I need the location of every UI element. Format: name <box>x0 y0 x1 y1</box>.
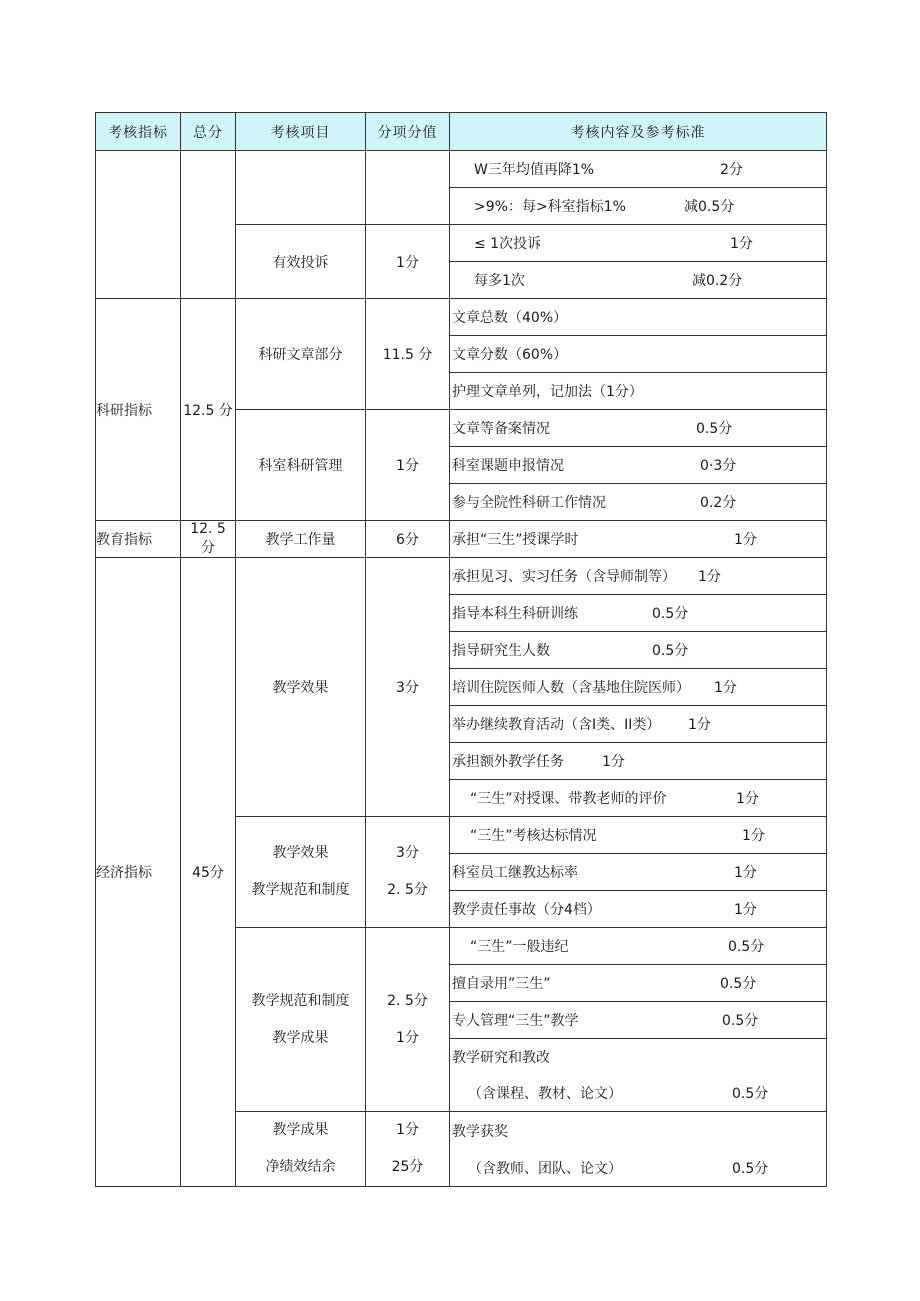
item-cell <box>236 817 366 928</box>
criteria-cell <box>450 669 827 706</box>
criteria-text: 培训住院医师人数（含基地住院医师） <box>452 680 690 696</box>
criteria-text: >9%：每>科室指标1% <box>474 199 626 215</box>
criteria-text: （含课程、教材、论文） <box>468 1086 622 1102</box>
score-line: 2. 5分 <box>387 992 428 1009</box>
item-cell: 有效投诉 <box>236 225 366 299</box>
criteria-score: 1分 <box>736 791 759 807</box>
criteria-cell <box>450 854 827 891</box>
assessment-table <box>95 112 827 1187</box>
criteria-text: 指导研究生人数 <box>452 643 550 659</box>
criteria-score: 0.5分 <box>728 939 765 955</box>
item-cell <box>236 151 366 225</box>
item-cell: 科室科研管理 <box>236 410 366 521</box>
criteria-score: 0.5分 <box>720 976 757 992</box>
criteria-cell <box>450 447 827 484</box>
criteria-score: 1分 <box>742 828 765 844</box>
item-cell <box>236 928 366 1112</box>
criteria-cell <box>450 743 827 780</box>
score-cell: 11.5 分 <box>366 299 450 410</box>
score-line: 1分 <box>396 1029 419 1046</box>
table-row <box>96 299 827 336</box>
criteria-text: 每多1次 <box>474 273 525 289</box>
criteria-text: （含教师、团队、论文） <box>468 1160 622 1177</box>
criteria-text: 承担“三生”授课学时 <box>452 532 579 548</box>
criteria-text: 承担额外教学任务 <box>452 754 564 770</box>
total-cell <box>181 151 236 299</box>
criteria-text: 举办继续教育活动（含I类、II类） <box>452 717 661 733</box>
criteria-text: “三生”对授课、带教老师的评价 <box>470 791 667 807</box>
criteria-text: 教学研究和教改 <box>452 1050 550 1066</box>
header-total: 总分 <box>181 113 236 151</box>
criteria-cell <box>450 558 827 595</box>
criteria-score: 0.2分 <box>700 495 737 511</box>
score-cell: 3分 <box>366 558 450 817</box>
criteria-text: 文章等备案情况 <box>452 421 550 437</box>
score-cell <box>366 151 450 225</box>
score-cell: 1分 <box>366 410 450 521</box>
score-line: 25分 <box>391 1159 424 1175</box>
header-criteria: 考核内容及参考标准 <box>450 113 827 151</box>
header-row <box>96 113 827 151</box>
table-row <box>96 521 827 558</box>
criteria-score: 1分 <box>688 717 711 733</box>
criteria-score: 1分 <box>734 532 757 548</box>
criteria-text: 科室课题申报情况 <box>452 458 564 474</box>
criteria-cell <box>450 299 827 336</box>
criteria-text: 参与全院性科研工作情况 <box>452 495 606 511</box>
item-line: 净绩效结余 <box>265 1159 336 1175</box>
score-line: 3分 <box>396 845 419 861</box>
criteria-score: 减0.5分 <box>684 199 735 215</box>
criteria-text: W三年均值再降1% <box>474 162 595 178</box>
criteria-text: 承担见习、实习任务（含导师制等） <box>452 569 676 585</box>
criteria-cell <box>450 891 827 928</box>
header-item: 考核项目 <box>236 113 366 151</box>
criteria-score: 0.5分 <box>696 421 733 437</box>
criteria-cell <box>450 373 827 410</box>
criteria-score: 0.5分 <box>732 1086 769 1102</box>
criteria-cell <box>450 1039 827 1076</box>
criteria-cell <box>450 1075 827 1112</box>
header-indicator: 考核指标 <box>96 113 181 151</box>
criteria-score: 1分 <box>734 865 757 881</box>
criteria-cell <box>450 928 827 965</box>
criteria-cell <box>450 817 827 854</box>
criteria-score: 1分 <box>602 754 625 770</box>
criteria-cell <box>450 1112 827 1150</box>
criteria-score: 1分 <box>730 236 753 252</box>
indicator-cell: 经济指标 <box>96 558 181 1187</box>
criteria-score: 2分 <box>720 162 743 178</box>
criteria-cell <box>450 225 827 262</box>
indicator-cell: 教育指标 <box>96 521 181 558</box>
criteria-score: 0.5分 <box>652 606 689 622</box>
criteria-text: 教学获奖 <box>452 1123 508 1140</box>
criteria-text: 文章总数（40%） <box>452 310 568 326</box>
criteria-cell <box>450 151 827 188</box>
criteria-text: 专人管理“三生”教学 <box>452 1013 579 1029</box>
table-row <box>96 151 827 188</box>
item-line: 教学成果 <box>272 1029 329 1046</box>
total-cell: 12.5 分 <box>181 299 236 521</box>
criteria-cell <box>450 965 827 1002</box>
criteria-cell <box>450 410 827 447</box>
score-cell <box>366 928 450 1112</box>
criteria-score: 0.5分 <box>652 643 689 659</box>
criteria-text: ≤ 1次投诉 <box>474 236 542 252</box>
score-line: 2. 5分 <box>387 882 428 898</box>
criteria-score: 1分 <box>698 569 721 585</box>
item-line: 教学规范和制度 <box>251 992 350 1009</box>
score-cell <box>366 1112 450 1187</box>
criteria-text: “三生”一般违纪 <box>470 939 569 955</box>
criteria-cell <box>450 521 827 558</box>
criteria-cell <box>450 706 827 743</box>
table-row <box>96 558 827 595</box>
indicator-cell: 科研指标 <box>96 299 181 521</box>
criteria-cell <box>450 1149 827 1187</box>
item-cell: 教学效果 <box>236 558 366 817</box>
criteria-cell <box>450 595 827 632</box>
item-line: 教学效果 <box>272 845 329 861</box>
criteria-text: 指导本科生科研训练 <box>452 606 578 622</box>
item-line: 教学成果 <box>272 1122 329 1138</box>
criteria-text: 教学责任事故（分4档） <box>452 902 601 918</box>
score-line: 1分 <box>396 1122 419 1138</box>
criteria-score: 0.5分 <box>722 1013 759 1029</box>
total-cell: 12. 5 分 <box>181 521 236 558</box>
item-cell: 教学工作量 <box>236 521 366 558</box>
item-line: 教学规范和制度 <box>251 882 350 898</box>
header-score: 分项分值 <box>366 113 450 151</box>
criteria-score: 1分 <box>714 680 737 696</box>
criteria-cell <box>450 632 827 669</box>
criteria-cell <box>450 262 827 299</box>
criteria-score: 减0.2分 <box>692 273 743 289</box>
criteria-score: 0·3分 <box>700 458 737 474</box>
criteria-score: 1分 <box>734 902 757 918</box>
criteria-score: 0.5分 <box>732 1160 769 1177</box>
item-cell: 科研文章部分 <box>236 299 366 410</box>
score-cell: 6分 <box>366 521 450 558</box>
criteria-cell <box>450 780 827 817</box>
criteria-text: 文章分数（60%） <box>452 347 568 363</box>
criteria-text: “三生”考核达标情况 <box>470 828 597 844</box>
criteria-cell <box>450 336 827 373</box>
criteria-text: 擅自录用”三生” <box>452 976 551 992</box>
criteria-text: 科室员工继教达标率 <box>452 865 578 881</box>
criteria-cell <box>450 484 827 521</box>
criteria-cell <box>450 1002 827 1039</box>
indicator-cell <box>96 151 181 299</box>
criteria-text: 护理文章单列，记加法（1分） <box>452 384 643 400</box>
score-cell <box>366 817 450 928</box>
criteria-cell <box>450 188 827 225</box>
item-cell <box>236 1112 366 1187</box>
score-cell: 1分 <box>366 225 450 299</box>
total-cell: 45分 <box>181 558 236 1187</box>
